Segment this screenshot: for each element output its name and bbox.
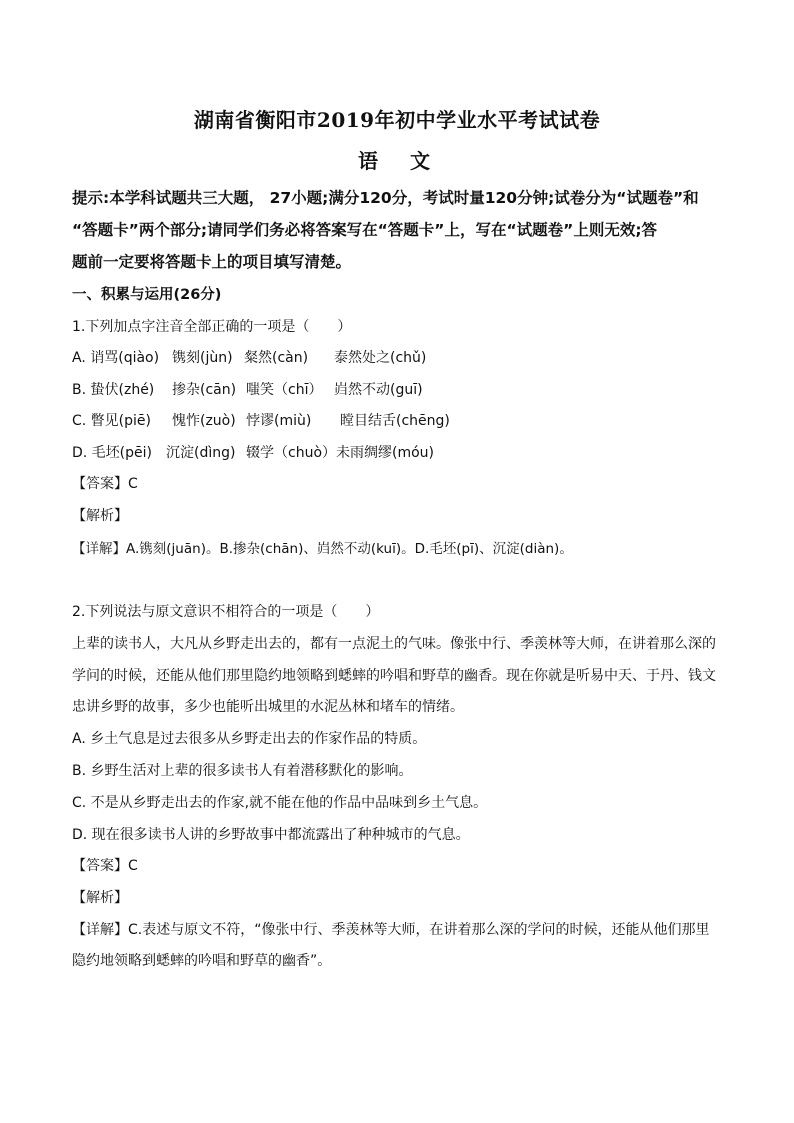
q1-option-d (72, 442, 728, 462)
q1-option-b (72, 379, 728, 399)
q2-option-d: D. 现在很多读书人讲的乡野故事中都流露出了种种城市的气息。 (72, 827, 470, 843)
q1-d-2: 沉淀(dìng) (166, 445, 236, 461)
notice-line-2: “答题卡”两个部分;请同学们务必将答案写在“答题卡”上，写在“试题卷”上则无效;答 (72, 221, 658, 239)
q1-c-2: 愧怍(zuò) (172, 413, 236, 429)
q1-c-1: C. 瞥见(piē) (72, 413, 151, 429)
q2-option-c: C. 不是从乡野走出去的作家,就不能在他的作品中品味到乡土气息。 (72, 795, 488, 811)
q1-a-4: 泰然处之(chǔ) (334, 350, 427, 366)
q1-b-1: B. 蛰伏(zhé) (72, 382, 155, 398)
q2-answer: 【答案】C (72, 858, 138, 874)
q1-d-3: 辍学（chuò）未雨绸缪(móu) (246, 445, 435, 461)
q1-b-2: 掺杂(cān) (172, 382, 237, 398)
notice-line-3: 题前一定要将答题卡上的项目填写清楚。 (72, 253, 352, 271)
q2-detail-2: 隐约地领略到蟋蟀的吟唱和野草的幽香”。 (72, 953, 332, 969)
q1-a-3: 粲然(càn) (244, 350, 309, 366)
q1-b-3: 嗤笑（chī） (246, 382, 323, 398)
q1-option-a (72, 347, 728, 367)
q2-option-a: A. 乡土气息是过去很多从乡野走出去的作家作品的特质。 (72, 731, 427, 747)
section-heading: 一、积累与运用(26分) (72, 287, 222, 303)
notice-line-1: 提示:本学科试题共三大题， 27小题;满分120分，考试时量120分钟;试卷分为“试题卷”和 (72, 189, 699, 207)
q2-passage-3: 忠讲乡野的故事，多少也能听出城里的水泥丛林和堵车的情绪。 (72, 699, 464, 715)
q2-detail-1: 【详解】C.表述与原文不符，“像张中行、季羡林等大师，在讲着那么深的学问的时候，还能从他们那里 (72, 922, 710, 938)
q1-a-1: A. 诮骂(qiào) (72, 350, 160, 366)
q2-option-b: B. 乡野生活对上辈的很多读书人有着潜移默化的影响。 (72, 763, 413, 779)
q1-analysis: 【解析】 (72, 508, 128, 524)
subject-title: 语 文 (358, 149, 436, 173)
q1-detail: 【详解】A.镌刻(juān)。B.掺杂(chān)、岿然不动(kuī)。D.毛坯(pī)、沉淀(diàn)。 (72, 541, 573, 557)
q1-option-c (72, 410, 728, 430)
q2-analysis: 【解析】 (72, 890, 128, 906)
q1-answer: 【答案】C (72, 476, 138, 492)
q2-stem: 2.下列说法与原文意识不相符合的一项是（ ） (72, 604, 380, 620)
q2-passage-1: 上辈的读书人，大凡从乡野走出去的，都有一点泥土的气味。像张中行、季羡林等大师，在讲着那么深的 (72, 636, 716, 652)
exam-title: 湖南省衡阳市2019年初中学业水平考试试卷 (193, 108, 601, 132)
q1-b-4: 岿然不动(guī) (334, 382, 423, 398)
q2-passage-2: 学问的时候，还能从他们那里隐约地领略到蟋蟀的吟唱和野草的幽香。现在你就是听易中天、于丹、钱文 (72, 668, 716, 684)
q1-stem: 1.下列加点字注音全部正确的一项是（ ） (72, 319, 352, 335)
q1-c-4: 瞠目结舌(chēng) (340, 413, 450, 429)
q1-a-2: 镌刻(jùn) (172, 350, 233, 366)
q1-d-1: D. 毛坯(pēi) (72, 445, 152, 461)
q1-c-3: 悖谬(miù) (246, 413, 312, 429)
